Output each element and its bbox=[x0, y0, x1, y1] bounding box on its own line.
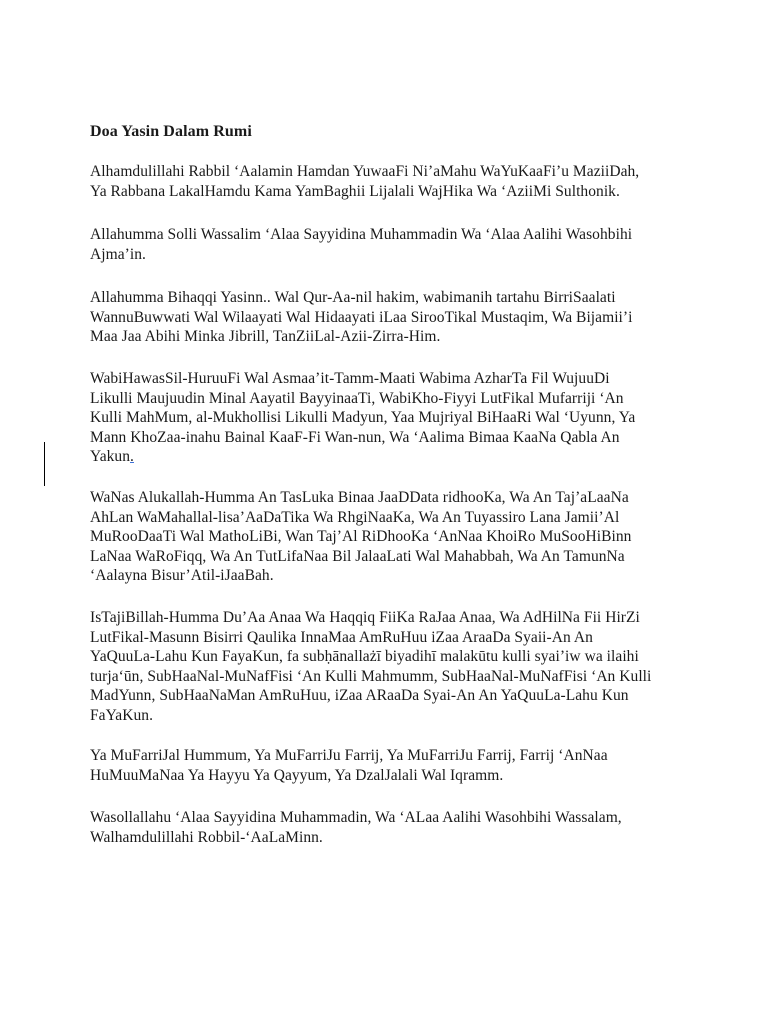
paragraph-line: turja‘ūn, SubHaaNal-MuNafFisi ‘An Kulli Mahmumm, SubHaaNal-MuNafFisi ‘An Kulli bbox=[90, 667, 652, 685]
paragraph-5 bbox=[90, 488, 631, 586]
text-cursor bbox=[44, 442, 45, 486]
document-title: Doa Yasin Dalam Rumi bbox=[90, 123, 252, 140]
paragraph-last-line bbox=[90, 447, 635, 467]
paragraph-line: Allahumma Bihaqqi Yasinn.. Wal Qur-Aa-nil hakim, wabimanih tartahu BirriSaalati bbox=[90, 289, 616, 306]
paragraph-line: WannuBuwwati Wal Wilaayati Wal Hidaayati iLaa SirooTikal Mustaqim, Wa Bijamii’i bbox=[90, 308, 633, 326]
paragraph-line: Likulli Maujuudin Minal Aayatil BayyinaaTi, WabiKho-Fiyyi LutFikal Mufarriji ‘An bbox=[90, 389, 624, 407]
paragraph-line: AhLan WaMahallal-lisa’AaDaTika Wa RhgiNaaKa, Wa An Tuyassiro Lana Jamii’Al bbox=[90, 508, 620, 526]
paragraph-line: Ya MuFarriJal Hummum, Ya MuFarriJu Farrij, Ya MuFarriJu Farrij, Farrij ‘AnNaa bbox=[90, 747, 608, 764]
paragraph-7 bbox=[90, 746, 608, 785]
paragraph-line: HuMuuMaNaa Ya Hayyu Ya Qayyum, Ya DzalJalali Wal Iqramm. bbox=[90, 766, 504, 784]
paragraph-1 bbox=[90, 162, 639, 201]
paragraph-line: ‘Aalayna Bisur’Atil-iJaaBah. bbox=[90, 567, 274, 584]
paragraph-6 bbox=[90, 608, 651, 725]
paragraph-line: Alhamdulillahi Rabbil ‘Aalamin Hamdan YuwaaFi Ni’aMahu WaYuKaaFi’u MaziiDah, bbox=[90, 163, 640, 180]
paragraph-4 bbox=[90, 369, 635, 467]
paragraph-line-text: Yakun bbox=[90, 448, 131, 465]
document-page bbox=[90, 118, 690, 846]
paragraph-line: Kulli MahMum, al-Mukhollisi Likulli Madyun, Yaa Mujriyal BiHaaRi Wal ‘Uyunn, Ya bbox=[90, 409, 636, 426]
paragraph-3 bbox=[90, 288, 632, 347]
paragraph-line: WabiHawasSil-HuruuFi Wal Asmaa’it-Tamm-Maati Wabima AzharTa Fil WujuuDi bbox=[90, 370, 610, 387]
paragraph-line: Ajma’in. bbox=[90, 245, 146, 263]
paragraph-2 bbox=[90, 225, 632, 264]
paragraph-line: FaYaKun. bbox=[90, 706, 153, 724]
paragraph-line: YaQuuLa-Lahu Kun FayaKun, fa subḥānallażī biyadihī malakūtu kulli syai’iw wa ilaihi bbox=[90, 648, 639, 665]
paragraph-line: Mann KhoZaa-inahu Bainal KaaF-Fi Wan-nun, Wa ‘Aalima Bimaa KaaNa Qabla An bbox=[90, 428, 620, 446]
paragraph-line: Maa Jaa Abihi Minka Jibrill, TanZiiLal-Azii-Zirra-Him. bbox=[90, 328, 441, 345]
paragraph-line: MuRooDaaTi Wal MathoLiBi, Wan Taj’Al RiDhooKa ‘AnNaa KhoiRo MuSooHiBinn bbox=[90, 528, 632, 545]
paragraph-line: MadYunn, SubHaaNaMan AmRuHuu, iZaa ARaaDa Syai-An An YaQuuLa-Lahu Kun bbox=[90, 687, 629, 704]
spelling-mark: . bbox=[130, 448, 134, 465]
paragraph-line: IsTajiBillah-Humma Du’Aa Anaa Wa Haqqiq FiiKa RaJaa Anaa, Wa AdHilNa Fii HirZi bbox=[90, 609, 640, 626]
paragraph-line: Walhamdulillahi Robbil-‘AaLaMinn. bbox=[90, 828, 323, 846]
paragraph-line: WaNas Alukallah-Humma An TasLuka Binaa JaaDData ridhooKa, Wa An Taj’aLaaNa bbox=[90, 489, 629, 506]
paragraph-line: Allahumma Solli Wassalim ‘Alaa Sayyidina Muhammadin Wa ‘Alaa Aalihi Wasohbihi bbox=[90, 226, 633, 243]
paragraph-line: LaNaa WaRoFiqq, Wa An TutLifaNaa Bil JalaaLati Wal Mahabbah, Wa An TamunNa bbox=[90, 547, 625, 565]
paragraph-line: Ya Rabbana LakalHamdu Kama YamBaghii Lijalali WajHika Wa ‘AziiMi Sulthonik. bbox=[90, 182, 620, 200]
paragraph-line: LutFikal-Masunn Bisirri Qaulika InnaMaa AmRuHuu iZaa AraaDa Syaii-An An bbox=[90, 628, 593, 646]
paragraph-line: Wasollallahu ‘Alaa Sayyidina Muhammadin, Wa ‘ALaa Aalihi Wasohbihi Wassalam, bbox=[90, 809, 622, 826]
paragraph-8 bbox=[90, 808, 622, 847]
